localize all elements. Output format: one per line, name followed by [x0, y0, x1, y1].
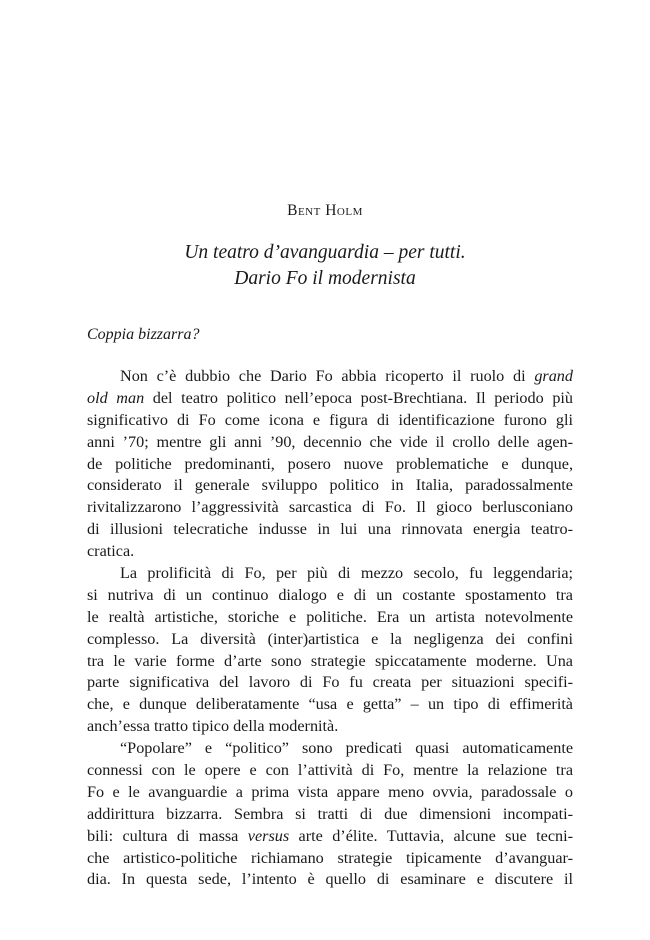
section-heading: Coppia bizzarra?: [87, 326, 200, 343]
text-run: di illusioni telecratiche indusse in lui una rinnovata energia teatro-: [87, 520, 573, 539]
text-run: significativo di Fo come icona e figura di identificazione furono gli: [87, 410, 573, 429]
chapter-title: [0, 240, 650, 292]
text-line: [87, 738, 573, 760]
text-run: considerato il generale sviluppo politico in Italia, paradossalmente: [87, 476, 573, 495]
author-name: Bent Holm: [287, 202, 363, 219]
text-run: Non c’è dubbio che Dario Fo abbia ricoperto il ruolo di: [120, 367, 535, 385]
text-line: [87, 432, 573, 454]
text-run: del teatro politico nell’epoca post-Brechtiana. Il periodo più: [144, 388, 573, 407]
text-run: anch’essa tratto tipico della modernità.: [87, 717, 339, 736]
text-line: [87, 607, 573, 629]
text-run: tra le varie forme d’arte sono strategie spiccatamente moderne. Una: [87, 651, 573, 670]
text-run: Fo e le avanguardie a prima vista appare meno ovvia, paradossale o: [87, 782, 573, 801]
text-line: [87, 388, 573, 410]
text-line: [87, 585, 573, 607]
text-line: [87, 629, 573, 651]
text-line: [87, 651, 573, 673]
text-run: bili: cultura di massa: [87, 826, 248, 845]
text-run: si nutriva di un continuo dialogo e di un costante spostamento tra: [87, 585, 573, 604]
text-line: [87, 519, 573, 541]
text-run: anni ’70; mentre gli anni ’90, decennio che vide il crollo delle agen-: [87, 432, 573, 451]
text-run: cratica.: [87, 542, 135, 561]
text-run: complesso. La diversità (inter)artistica e la negligenza dei confini: [87, 629, 573, 648]
text-line: [87, 366, 573, 388]
text-run: connessi con le opere e con l’attività di Fo, mentre la relazione tra: [87, 761, 573, 780]
text-line: [87, 716, 573, 738]
text-line: [87, 563, 573, 585]
text-line: [87, 475, 573, 497]
text-run: addirittura bizzarra. Sembra si tratti di due dimensioni incompati-: [87, 804, 573, 823]
text-line: [87, 497, 573, 519]
italic-term: versus: [247, 826, 290, 845]
text-line: [87, 848, 573, 870]
text-run: dia. In questa sede, l’intento è quello di esaminare e discutere il: [87, 870, 573, 889]
text-line: [87, 804, 573, 826]
text-run: le realtà artistiche, storiche e politiche. Era un artista notevolmente: [87, 607, 573, 626]
title-line: Dario Fo il modernista: [234, 268, 416, 289]
text-run: “Popolare” e “politico” sono predicati quasi automaticamente: [120, 739, 573, 758]
text-line: [87, 672, 573, 694]
text-line: [87, 826, 573, 848]
text-line: [87, 782, 573, 804]
text-run: parte significativa del lavoro di Fo fu creata per situazioni specifi-: [87, 673, 573, 692]
text-line: [87, 869, 573, 891]
italic-term: old man: [87, 388, 145, 407]
title-line: Un teatro d’avanguardia – per tutti.: [184, 242, 466, 263]
text-run: La prolificità di Fo, per più di mezzo secolo, fu leggendaria;: [120, 564, 573, 583]
text-line: [87, 410, 573, 432]
text-line: [87, 760, 573, 782]
italic-term: grand: [534, 367, 573, 385]
text-line: [87, 694, 573, 716]
text-run: che artistico-politiche richiamano strategie tipicamente d’avanguar-: [87, 848, 573, 867]
body-text: [87, 366, 573, 891]
text-line: [87, 541, 573, 563]
text-run: arte d’élite. Tuttavia, alcune sue tecni-: [289, 826, 573, 845]
text-run: de politiche predominanti, posero nuove problematiche e dunque,: [87, 454, 573, 473]
text-run: che, e dunque deliberatamente “usa e getta” – un tipo di effimerità: [87, 695, 573, 714]
text-run: rivitalizzarono l’aggressività sarcastica di Fo. Il gioco berlusconiano: [87, 498, 573, 517]
text-line: [87, 454, 573, 476]
